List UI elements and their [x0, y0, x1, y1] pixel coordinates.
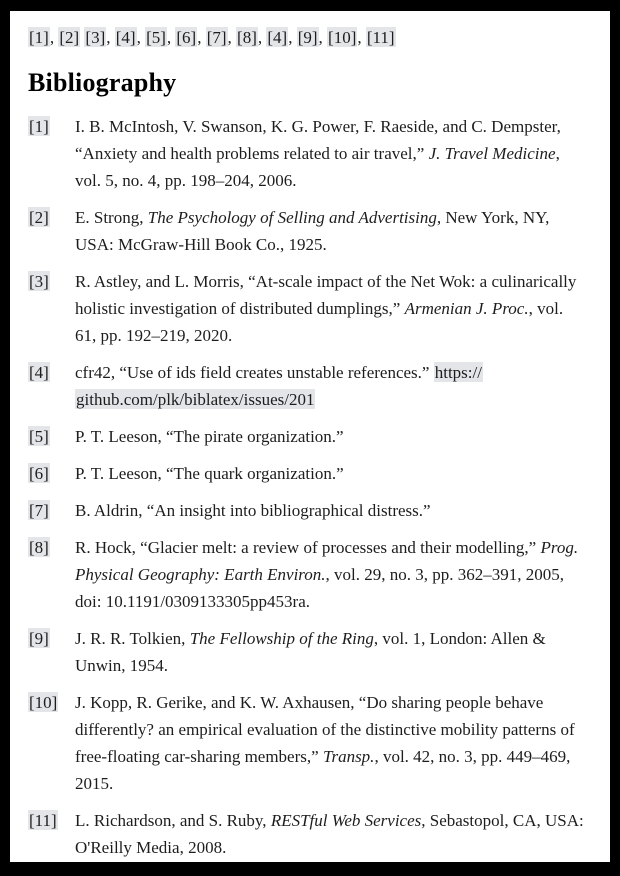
citation-separator: ,	[257, 28, 267, 47]
citation-separator: ,	[49, 28, 59, 47]
document-page	[10, 11, 610, 862]
reference-text-run: , vol. 42, no. 3, pp. 449–469, 2015.	[75, 747, 571, 793]
citation-link[interactable]: [9]	[297, 28, 318, 47]
reference-entry	[28, 268, 586, 349]
reference-text-run: R. Hock, “Glacier melt: a review of processes and their modelling,”	[75, 538, 541, 557]
citation-link[interactable]: [10]	[328, 28, 357, 47]
reference-number-column	[28, 460, 75, 487]
reference-text	[75, 534, 586, 615]
reference-text-run: cfr42, “Use of ids field creates unstable references.”	[75, 363, 434, 382]
reference-number[interactable]: [7]	[29, 501, 49, 520]
reference-number-column	[28, 204, 75, 231]
citation-link[interactable]: [4]	[267, 28, 288, 47]
external-link[interactable]: https://	[434, 363, 482, 382]
citation-line	[28, 24, 586, 51]
reference-text	[75, 625, 586, 679]
reference-entry	[28, 625, 586, 679]
reference-text-run: , vol. 5, no. 4, pp. 198–204, 2006.	[75, 144, 560, 190]
reference-text-run: B. Aldrin, “An insight into bibliographical distress.”	[75, 501, 431, 520]
citation-link[interactable]: [5]	[146, 28, 166, 47]
reference-title-italic: The Psychology of Selling and Advertising	[147, 208, 437, 227]
citation-separator: ,	[166, 28, 176, 47]
reference-number[interactable]: [2]	[29, 208, 49, 227]
reference-entry	[28, 807, 586, 861]
reference-number[interactable]: [3]	[29, 272, 49, 291]
reference-text-run: E. Strong,	[75, 208, 148, 227]
reference-number[interactable]: [8]	[29, 538, 49, 557]
reference-text	[75, 359, 586, 413]
reference-text-run: , Sebastopol, CA, USA: O'Reilly Media, 2008.	[75, 811, 584, 857]
reference-title-italic: J. Travel Medicine	[428, 144, 556, 163]
reference-number-column	[28, 359, 75, 386]
reference-number-column	[28, 497, 75, 524]
reference-entry	[28, 204, 586, 258]
reference-text	[75, 423, 586, 450]
citation-separator: ,	[106, 28, 115, 47]
citation-link[interactable]: [1]	[29, 28, 49, 47]
reference-text-run: , vol. 61, pp. 192–219, 2020.	[75, 299, 564, 345]
reference-number-column	[28, 689, 75, 716]
reference-text-run: J. Kopp, R. Gerike, and K. W. Axhausen, “Do sharing people behave differently? an empirical evaluation of the distinctive mobility patterns of free-floating car-sharing members,”	[75, 693, 575, 766]
reference-text-run: L. Richardson, and S. Ruby,	[75, 811, 271, 830]
bibliography-heading: Bibliography	[28, 68, 177, 97]
reference-entry	[28, 423, 586, 450]
reference-entry	[28, 359, 586, 413]
reference-number[interactable]: [10]	[29, 693, 58, 712]
reference-title-italic: Prog. Physical Geography: Earth Environ.	[75, 538, 579, 584]
reference-number[interactable]: [6]	[29, 464, 49, 483]
reference-text-run: J. R. R. Tolkien,	[75, 629, 190, 648]
reference-text-run: I. B. McIntosh, V. Swanson, K. G. Power, F. Raeside, and C. Dempster, “Anxiety and health problems related to air travel,”	[75, 117, 561, 163]
reference-text	[75, 497, 586, 524]
reference-entry	[28, 113, 586, 194]
reference-title-italic: Armenian J. Proc.	[404, 299, 529, 318]
reference-text	[75, 204, 586, 258]
reference-text	[75, 113, 586, 194]
reference-number[interactable]: [9]	[29, 629, 49, 648]
reference-title-italic: Transp.	[322, 747, 375, 766]
reference-text-run: , vol. 29, no. 3, pp. 362–391, 2005, doi: 10.1191/0309133305pp453ra.	[75, 565, 565, 611]
citation-link[interactable]: [2]	[59, 28, 80, 47]
reference-number[interactable]: [5]	[29, 427, 49, 446]
reference-number-column	[28, 534, 75, 561]
citation-separator: ,	[318, 28, 328, 47]
reference-text-run: P. T. Leeson, “The pirate organization.”	[75, 427, 344, 446]
reference-entry	[28, 497, 586, 524]
reference-title-italic: RESTful Web Services	[270, 811, 422, 830]
citation-link[interactable]: [7]	[206, 28, 227, 47]
reference-number-column	[28, 423, 75, 450]
reference-number[interactable]: [4]	[29, 363, 49, 382]
reference-text	[75, 689, 586, 797]
reference-text	[75, 807, 586, 861]
citation-separator: ,	[136, 28, 146, 47]
citation-link[interactable]: [6]	[176, 28, 197, 47]
reference-list	[28, 113, 586, 861]
reference-text-run: P. T. Leeson, “The quark organization.”	[75, 464, 344, 483]
reference-number[interactable]: [11]	[29, 811, 57, 830]
reference-text-run: , New York, NY, USA: McGraw-Hill Book Co., 1925.	[75, 208, 550, 254]
external-link[interactable]: github.com/plk/biblatex/issues/201	[76, 390, 315, 409]
reference-entry	[28, 460, 586, 487]
citation-link[interactable]: [11]	[366, 28, 395, 47]
reference-number-column	[28, 625, 75, 652]
citation-link[interactable]: [8]	[237, 28, 257, 47]
reference-text-run: , vol. 1, London: Allen & Unwin, 1954.	[75, 629, 546, 675]
citation-link[interactable]: [3]	[85, 28, 106, 47]
citation-link[interactable]: [4]	[115, 28, 136, 47]
reference-number-column	[28, 268, 75, 295]
citation-separator: ,	[197, 28, 206, 47]
reference-number-column	[28, 807, 75, 834]
reference-entry	[28, 689, 586, 797]
reference-text-run: R. Astley, and L. Morris, “At-scale impact of the Net Wok: a culinarically holistic investigation of distributed dumplings,”	[75, 272, 577, 318]
citation-separator: ,	[357, 28, 366, 47]
reference-number[interactable]: [1]	[29, 117, 49, 136]
reference-entry	[28, 534, 586, 615]
reference-text	[75, 268, 586, 349]
reference-number-column	[28, 113, 75, 140]
citation-separator: ,	[288, 28, 297, 47]
reference-title-italic: The Fellowship of the Ring	[189, 629, 374, 648]
citation-separator: ,	[227, 28, 237, 47]
reference-text	[75, 460, 586, 487]
